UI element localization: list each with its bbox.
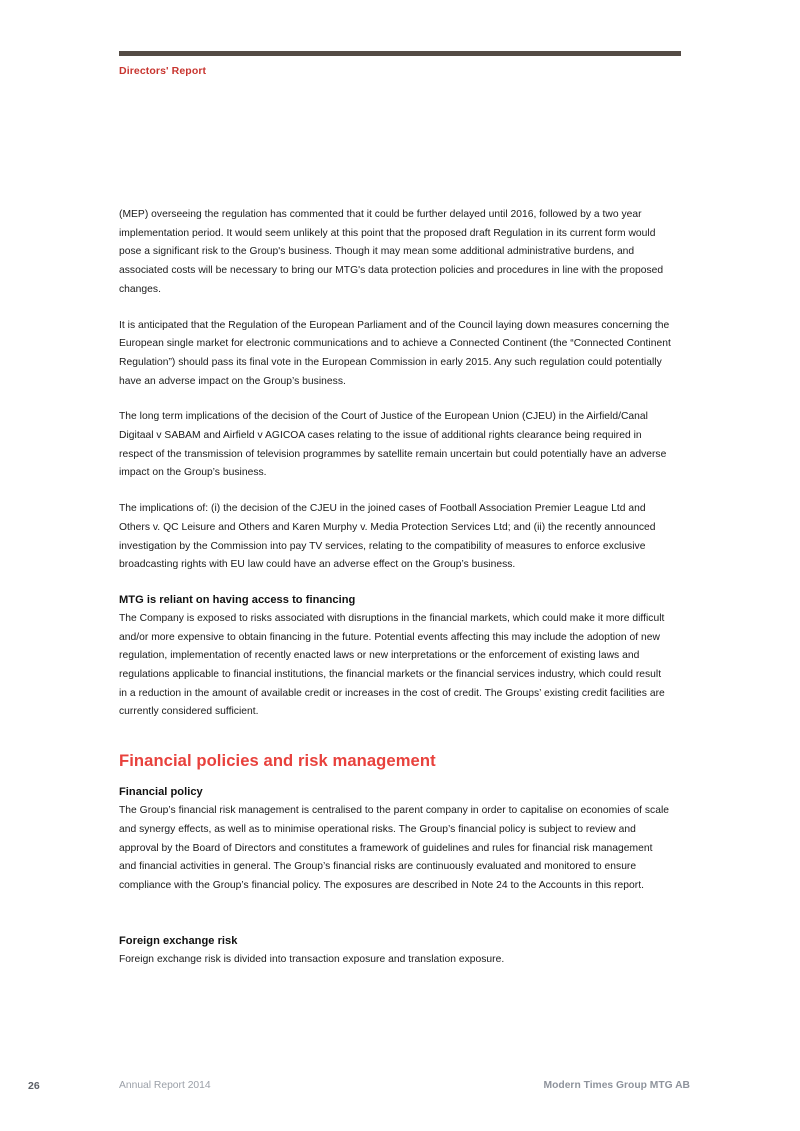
paragraph-cjeu-airfield: The long term implications of the decision of the Court of Justice of the European Union (CJEU) in the Airfield/Canal Digitaal v SABAM and Airfield v AGICOA cases relating to the issue of additional rights clearance being required in respect of the transmission of television programmes by satellite remain uncertain but could potentially have an adverse impact on the Group’s business.: [119, 411, 667, 479]
footer-company-name: Modern Times Group MTG AB: [543, 1080, 690, 1091]
header-rule: [119, 51, 681, 56]
section-spacer: [119, 913, 672, 920]
paragraph-foreign-exchange-risk: Foreign exchange risk is divided into transaction exposure and translation exposure.: [119, 953, 505, 965]
paragraph-financing-risks: The Company is exposed to risks associated with disruptions in the financial markets, which could make it more difficult and/or more expensive to obtain financing in the future. Potential events affecting this may include the adoption of new regulation, implementation of recently enacted laws or new interpretations or the enforcement of existing laws and regulations applicable to financial institutions, the financial markets or the financial services industry, which could result in a reduction in the amount of available credit or increases in the cost of credit. The Groups’ existing credit facilities are currently considered sufficient.: [119, 612, 665, 718]
subheading-foreign-exchange-risk: Foreign exchange risk: [119, 934, 238, 947]
paragraph-cjeu-premier-league: The implications of: (i) the decision of the CJEU in the joined cases of Football Association Premier League Ltd and Others v. QC Leisure and Others and Karen Murphy v. Media Protection Services Ltd; and (ii) the recently announced investigation by the Commission into pay TV services, relating to the compatibility of measures to enforce exclusive broadcasting rights with EU law could have an adverse effect on the Group’s business.: [119, 503, 656, 571]
running-header-directors-report: Directors' Report: [119, 65, 207, 77]
subheading-mtg-financing: MTG is reliant on having access to financing: [119, 593, 356, 606]
section-heading-financial-policies: Financial policies and risk management: [119, 751, 436, 771]
paragraph-mep-regulation: (MEP) overseeing the regulation has commented that it could be further delayed until 2016, followed by a two year implementation period. It would seem unlikely at this point that the proposed draft Regulation in its current form would pose a significant risk to the Group's business. Though it may mean some additional administrative burdens, and associated costs will be necessary to bring our MTG's data protection policies and procedures in line with the proposed changes.: [119, 209, 664, 295]
paragraph-connected-continent: It is anticipated that the Regulation of the European Parliament and of the Council laying down measures concerning the European single market for electronic communications and to achieve a Connected Continent (the “Connected Continent Regulation”) should pass its final vote in the European Commission in early 2015. Any such regulation could potentially have an adverse impact on the Group’s business.: [119, 319, 671, 387]
page-footer: [0, 1080, 800, 1102]
page-content-column: [119, 206, 672, 986]
subheading-financial-policy: Financial policy: [119, 786, 203, 799]
footer-report-name: Annual Report 2014: [119, 1080, 211, 1091]
footer-page-number: 26: [28, 1080, 40, 1092]
paragraph-financial-policy: The Group’s financial risk management is centralised to the parent company in order to capitalise on economies of scale and synergy effects, as well as to minimise operational risks. The Group’s financial policy is subject to review and approval by the Board of Directors and constitutes a framework of guidelines and rules for financial risk management and financial activities in general. The Group’s financial risks are continuously evaluated and monitored to ensure compliance with the Group’s financial policy. The exposures are described in Note 24 to the Accounts in this report.: [119, 805, 670, 891]
